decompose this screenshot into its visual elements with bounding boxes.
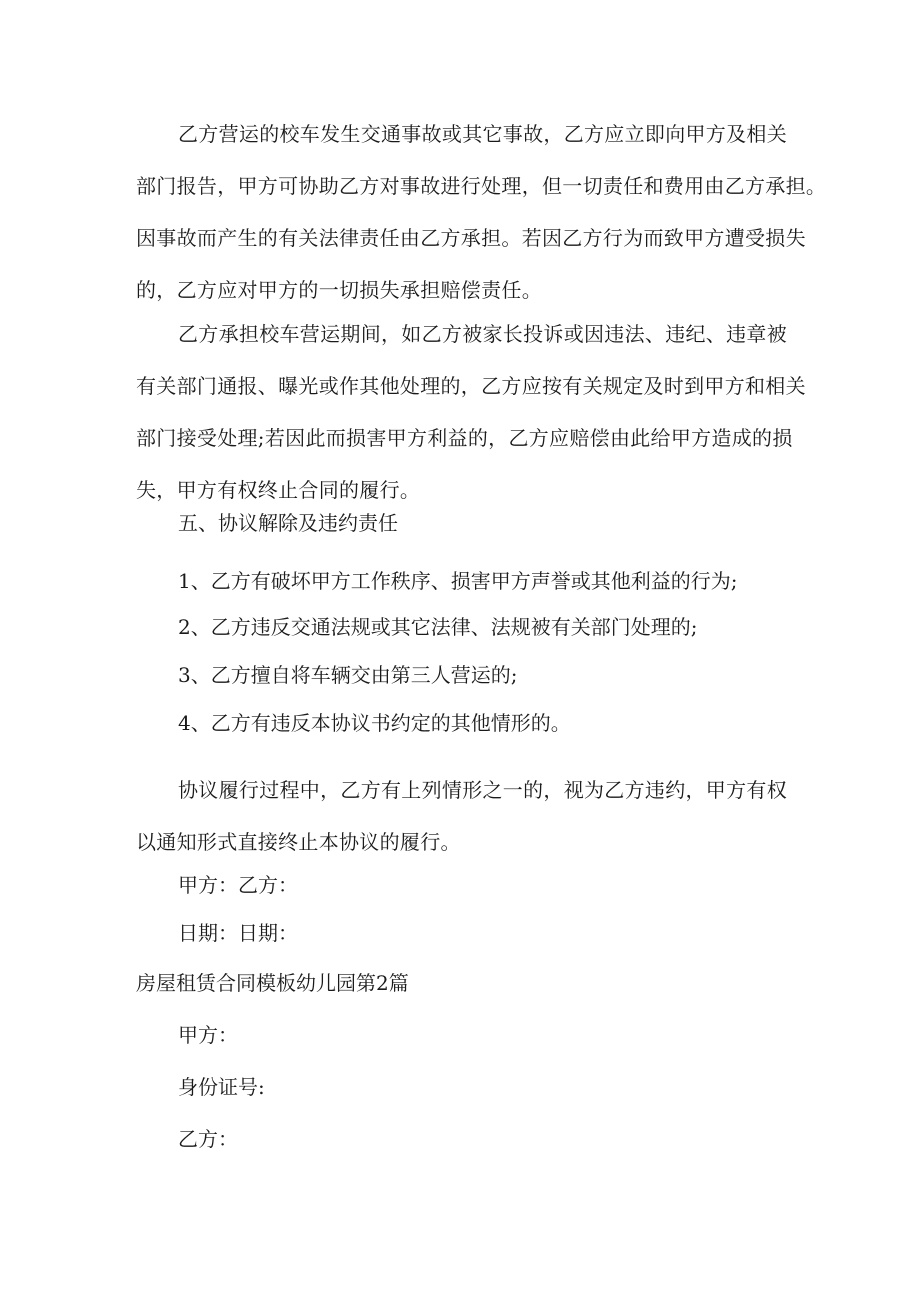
paragraph-complaints: [136, 308, 806, 516]
document-title: 房屋租赁合同模板幼儿园第2篇: [136, 971, 409, 995]
id-number-label: 身份证号:: [178, 1075, 265, 1099]
party-a-label: 甲方：: [178, 1023, 238, 1047]
paragraph-line: 协议履行过程中，乙方有上列情形之一的，视为乙方违约，甲方有权: [178, 778, 787, 802]
date-line: 日期：日期：: [178, 921, 298, 945]
paragraph-termination: [136, 764, 796, 868]
list-item: 4、乙方有违反本协议书约定的其他情形的。: [178, 711, 571, 735]
list-item: 1、乙方有破坏甲方工作秩序、损害甲方声誉或其他利益的行为;: [178, 569, 738, 593]
paragraph-line: 乙方营运的校车发生交通事故或其它事故，乙方应立即向甲方及相关: [178, 122, 787, 146]
section-heading: 五、协议解除及违约责任: [178, 511, 398, 535]
paragraph-line: 部门接受处理;若因此而损害甲方利益的，乙方应赔偿由此给甲方造成的损: [136, 426, 793, 450]
paragraph-line: 部门报告，甲方可协助乙方对事故进行处理，但一切责任和费用由乙方承担。: [136, 174, 827, 198]
paragraph-line: 的，乙方应对甲方的一切损失承担赔偿责任。: [136, 278, 542, 302]
paragraph-accident: [136, 108, 827, 316]
paragraph-line: 有关部门通报、曝光或作其他处理的，乙方应按有关规定及时到甲方和相关: [136, 374, 806, 398]
paragraph-line: 失，甲方有权终止合同的履行。: [136, 478, 421, 502]
signature-line: 甲方：乙方：: [178, 873, 298, 897]
paragraph-line: 以通知形式直接终止本协议的履行。: [136, 830, 461, 854]
list-item: 3、乙方擅自将车辆交由第三人营运的;: [178, 663, 518, 687]
paragraph-line: 乙方承担校车营运期间，如乙方被家长投诉或因违法、违纪、违章被: [178, 322, 787, 346]
paragraph-line: 因事故而产生的有关法律责任由乙方承担。若因乙方行为而致甲方遭受损失: [136, 226, 806, 250]
party-b-label: 乙方：: [178, 1127, 238, 1151]
list-item: 2、乙方违反交通法规或其它法律、法规被有关部门处理的;: [178, 615, 698, 639]
